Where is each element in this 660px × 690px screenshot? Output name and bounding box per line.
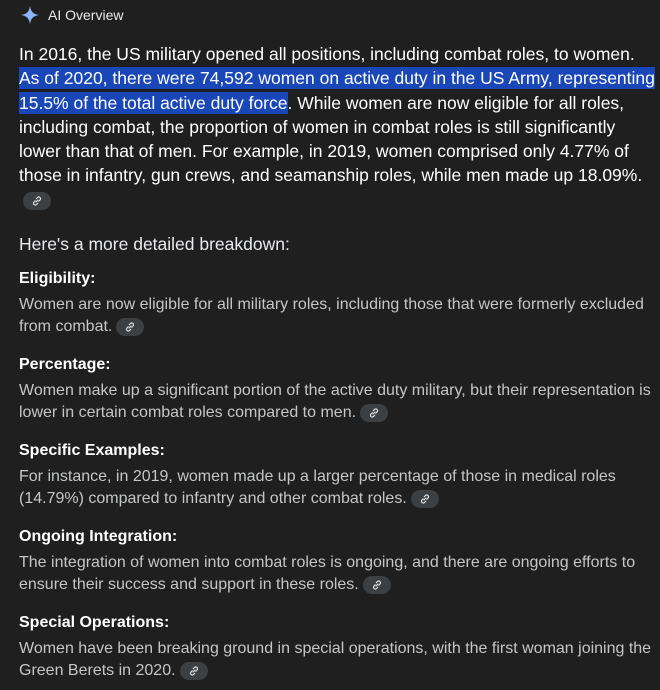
breakdown-heading: Here's a more detailed breakdown:	[19, 234, 290, 254]
section-body: The integration of women into combat roles is ongoing, and there are ongoing efforts to ensure their success and support in these roles.	[19, 554, 636, 593]
intro-highlight-2: 74,592 women on active duty in the US Army, representing 15.5% of the total active duty force	[19, 68, 655, 113]
section-heading: Special Operations:	[19, 614, 170, 631]
sparkle-icon	[20, 5, 40, 25]
link-icon	[124, 321, 136, 333]
source-link-button[interactable]	[23, 192, 51, 210]
section-specific-examples	[19, 440, 655, 510]
source-link-button[interactable]	[363, 576, 391, 594]
intro-highlight-1: As of 2020, there were	[19, 68, 200, 89]
intro-tail: . While women are now eligible for all roles, including combat, the proportion of women in combat roles is still significantly lower than that of men. For example, in 2019, women comprised only 4.77% of those in infantry, gun crews, and seamanship roles, while men made up 18.09%.	[19, 92, 643, 186]
link-icon	[31, 195, 43, 207]
link-icon	[188, 665, 200, 677]
source-link-button[interactable]	[116, 318, 144, 336]
section-body: Women are now eligible for all military roles, including those that were formerly excluded from combat.	[19, 296, 644, 335]
intro-paragraph	[19, 42, 655, 212]
ai-overview-title: AI Overview	[48, 7, 124, 23]
source-link-button[interactable]	[411, 490, 439, 508]
section-percentage	[19, 354, 655, 424]
link-icon	[371, 579, 383, 591]
source-link-button[interactable]	[180, 662, 208, 680]
section-heading: Specific Examples:	[19, 442, 165, 459]
link-icon	[368, 407, 380, 419]
section-heading: Eligibility:	[19, 270, 96, 287]
intro-lead: In 2016, the US military opened all positions, including combat roles, to women.	[19, 44, 635, 64]
section-body: For instance, in 2019, women made up a larger percentage of those in medical roles (14.79%) compared to infantry and other combat roles.	[19, 468, 616, 507]
link-icon	[419, 493, 431, 505]
section-body: Women make up a significant portion of the active duty military, but their representation is lower in certain combat roles compared to men.	[19, 382, 651, 421]
section-heading: Percentage:	[19, 356, 111, 373]
section-eligibility	[19, 268, 655, 338]
section-ongoing-integration	[19, 526, 655, 596]
section-body: Women have been breaking ground in special operations, with the first woman joining the Green Berets in 2020.	[19, 640, 652, 679]
source-link-button[interactable]	[360, 404, 388, 422]
ai-overview-header	[20, 4, 123, 26]
section-special-operations	[19, 612, 655, 682]
section-heading: Ongoing Integration:	[19, 528, 178, 545]
